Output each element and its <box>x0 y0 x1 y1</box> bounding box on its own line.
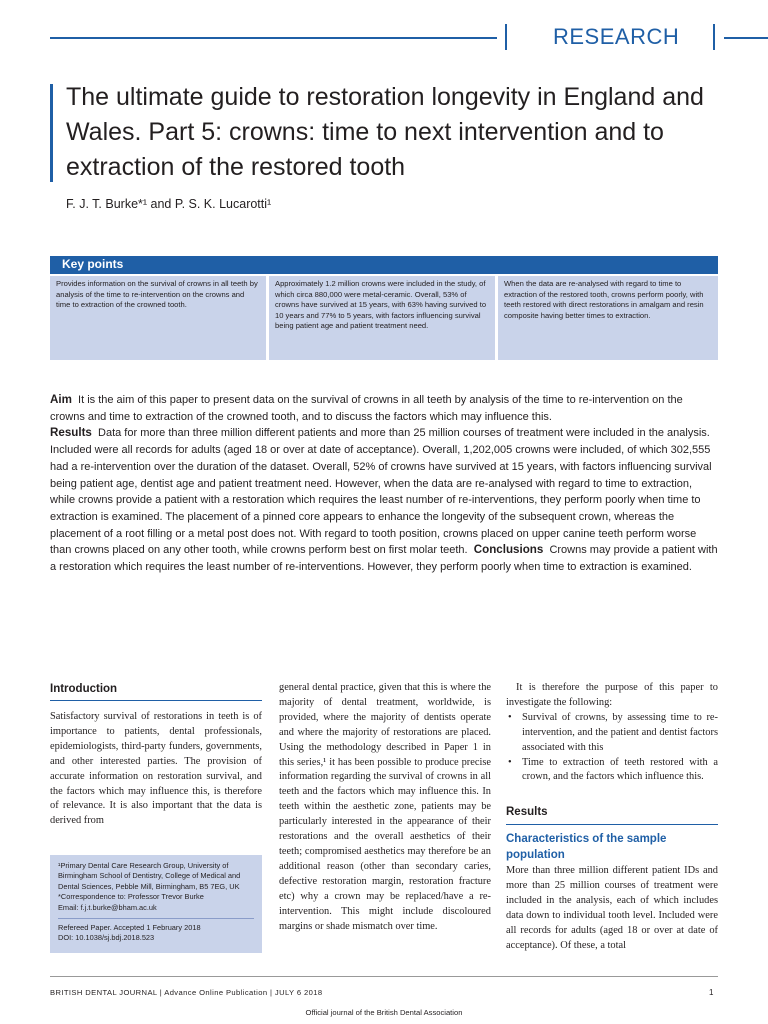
page-number: 1 <box>709 988 714 997</box>
purpose-list-item: • Survival of crowns, by assessing time to re-intervention, and the patient and dentist factors associated with this <box>506 711 718 756</box>
introduction-heading: Introduction <box>50 683 118 695</box>
affiliation-box <box>50 855 262 953</box>
abstract-results-text: Data for more than three million different patients and more than 25 million courses of treatment were included in the analysis. Included were all records for adults (aged 18 or over at date of acceptance). Overall, 1,202,005 crowns were included, of which 302,555 had a re-intervention over the duration of the dataset. Overall, 52% of crowns have survived at 15 years, with factors influencing survival being patient age, dentist age and patient treatment need. However, when the data are re-analysed with regard to time to extraction, while crowns provide a patient with a restoration which requires the least number of re-interventions, they perform poorly when time to extraction is examined. The placement of a pinned core appears to enhance the longevity of the subsequent crown, whereas the placement of a root filling or a metal post does not. With regard to tooth position, crowns placed on upper canine teeth perform worse than crowns placed on any other tooth, while crowns perform best on first molar teeth. <box>50 427 712 557</box>
doi-line: DOI: 10.1038/sj.bdj.2018.523 <box>58 933 155 943</box>
key-points-heading: Key points <box>50 256 718 274</box>
abstract-aim-label: Aim <box>50 393 72 406</box>
introduction-col3 <box>506 681 718 785</box>
abstract-aim-text: It is the aim of this paper to present data on the survival of crowns in all teeth by analysis of the time to re-intervention on the crowns and time to extraction of the crowned tooth, and to discuss the factors which may influence this. <box>50 394 683 423</box>
key-point-box: Provides information on the survival of crowns in all teeth by analysis of the time to re-intervention on the crowns and time to extraction of the crowned tooth. <box>50 276 266 360</box>
introduction-rule <box>50 700 262 701</box>
correspondence-line: *Correspondence to: Professor Trevor Burke <box>58 892 204 902</box>
abstract-conclusions-text: Crowns may provide a patient with a restoration which requires the least number of re-interventions. However, they perform poorly when time to extraction is examined. <box>50 544 718 574</box>
section-label: RESEARCH <box>553 24 680 49</box>
authors: F. J. T. Burke*¹ and P. S. K. Lucarotti¹ <box>66 197 272 211</box>
footer-official: Official journal of the British Dental Association <box>305 1008 463 1017</box>
footer-journal: BRITISH DENTAL JOURNAL | Advance Online Publication | JULY 6 2018 <box>50 988 323 997</box>
abstract <box>50 392 718 576</box>
header-tick-right <box>713 24 715 50</box>
purpose-list-item: • Time to extraction of teeth restored with a crown, and the factors which influence this. <box>506 756 718 786</box>
key-point-box: When the data are re-analysed with regard to time to extraction of the restored tooth, crowns perform poorly, with teeth restored with direct restorations in amalgam and resin composite having better times to extraction. <box>498 276 718 360</box>
header-rule-left <box>50 37 497 39</box>
introduction-paragraph-col2: general dental practice, given that this is where the majority of dental treatment, worldwide, is provided, where the majority of dentists operate and where the majority of restorations are placed. Using the methodology described in Paper 1 in this series,¹ it has been possible to produce precise information regarding the survival of crowns in all teeth and the factors which may influence this. In teeth within the aesthetic zone, patients may be particularly interested in the appearance of their restorations and the overall aesthetics of their teeth; compromised aesthetics may therefore be an additional reason (other than secondary caries, defective restoration margin, restoration fracture etc) why a crown may be replaced/have a re-intervention. This might include discoloured margins or shade mismatch over time. <box>279 682 491 932</box>
affiliation-line: ¹Primary Dental Care Research Group, University of Birmingham School of Dentistry, College of Medical and Dental Sciences, Pebble Mill, Birmingham, B5 7EG, UK <box>58 861 241 891</box>
title-accent-bar <box>50 84 53 182</box>
header-tick-left <box>505 24 507 50</box>
purpose-paragraph: It is therefore the purpose of this paper to investigate the following: <box>506 682 718 708</box>
abstract-conclusions-label: Conclusions <box>473 543 544 557</box>
abstract-results-label: Results <box>50 426 92 440</box>
results-heading: Results <box>506 806 548 818</box>
affiliation-divider <box>58 918 254 919</box>
key-point-box: Approximately 1.2 million crowns were included in the study, of which circa 880,000 were metal-ceramic. Overall, 53% of crowns have survived at 15 years, with 63% having survived to 10 years and 77% to 5 years, with factors influencing survival being patient age and patient treatment need. <box>269 276 495 360</box>
header-rule-right <box>724 37 768 39</box>
email-line: Email: f.j.t.burke@bham.ac.uk <box>58 902 157 912</box>
refereed-line: Refereed Paper. Accepted 1 February 2018 <box>58 923 201 933</box>
introduction-paragraph-col1: Satisfactory survival of restorations in teeth is of importance to patients, dental professionals, epidemiologists, third-party funders, governments, and other interested parties. The provision of accurate information on restoration survival, and the factors which may influence this, is therefore of relevance. It is also important that the data is derived from <box>50 711 262 827</box>
article-title: The ultimate guide to restoration longevity in England and Wales. Part 5: crowns: time to next intervention and to extraction of the restored tooth <box>66 83 704 181</box>
results-rule <box>506 824 718 825</box>
results-paragraph: More than three million different patient IDs and more than 25 million courses of treatment were included in the analysis, each of which includes data down to individual tooth level. Included were all records for adults (aged 18 or over at date of acceptance). Of these, a total <box>506 865 718 951</box>
purpose-list <box>506 711 718 786</box>
footer-rule <box>50 976 718 977</box>
results-subheading: Characteristics of the sample population <box>506 833 667 861</box>
